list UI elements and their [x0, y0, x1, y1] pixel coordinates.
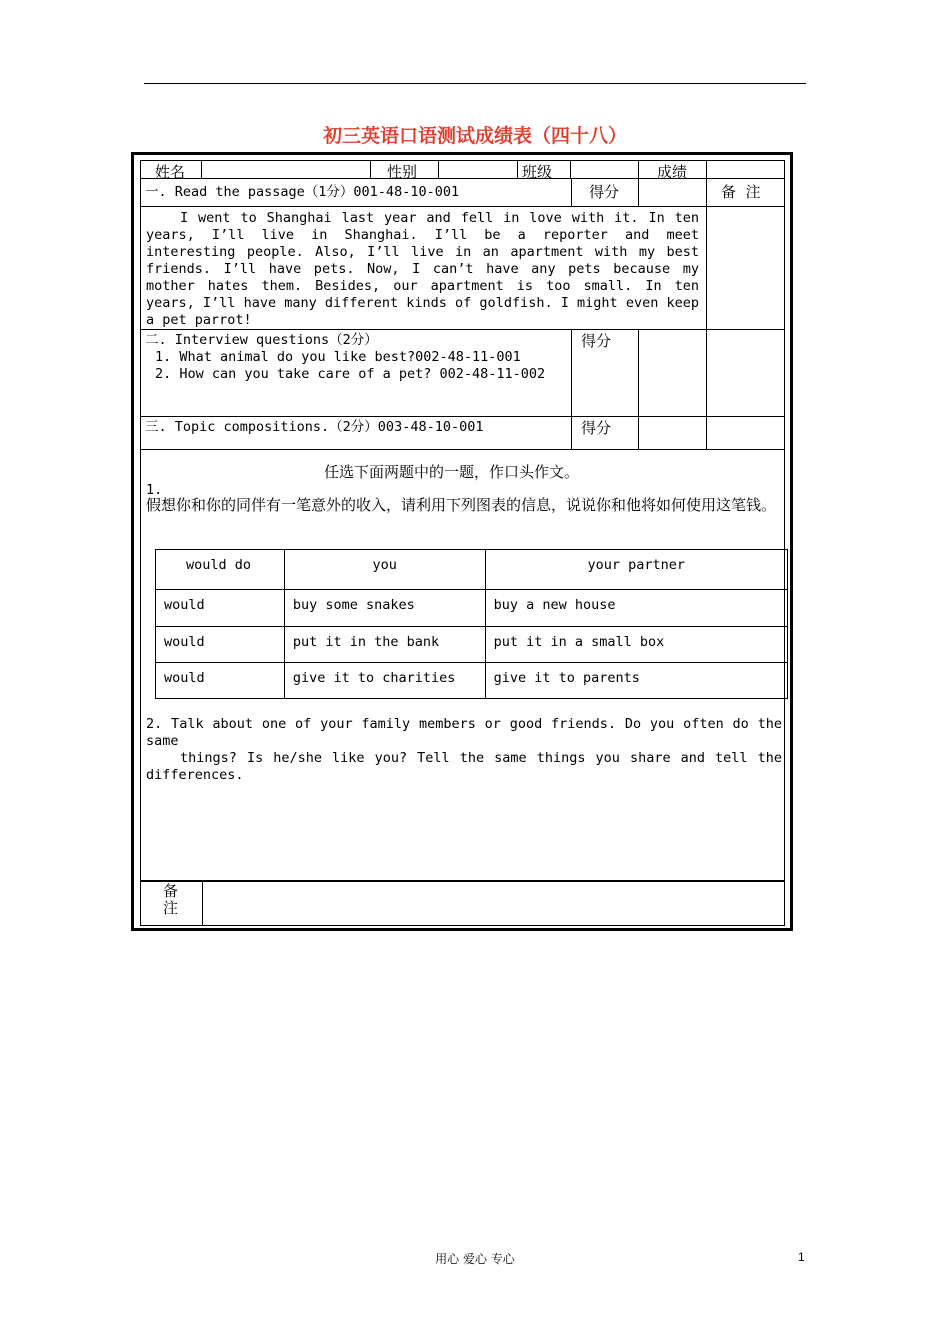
section2-score-label-cell: [571, 329, 639, 417]
table-header: would do: [156, 550, 285, 590]
table-cell: buy some snakes: [284, 590, 485, 627]
passage-cell: [140, 206, 707, 330]
table-cell: would: [156, 663, 285, 699]
grade-label-cell: [638, 160, 707, 179]
section2-score-label: 得分: [581, 332, 612, 350]
name-value-cell[interactable]: [201, 160, 371, 179]
table-cell: put it in the bank: [284, 627, 485, 663]
table-header: you: [284, 550, 485, 590]
section2-cell: [140, 329, 572, 417]
remark-label: 注: [163, 899, 179, 917]
section1-title: 一. Read the passage（1分）001-48-10-001: [145, 184, 460, 200]
remark-value-cell[interactable]: [202, 880, 785, 926]
table-row: [156, 590, 788, 627]
section3-title-cell: [140, 416, 572, 450]
section3-score-label: 得分: [581, 419, 612, 437]
table-cell: give it to parents: [485, 663, 787, 699]
remark-label-cell: [140, 880, 203, 926]
table-cell: give it to charities: [284, 663, 485, 699]
composition-cell: [140, 449, 785, 882]
section2-title: 二. Interview questions（2分）: [145, 332, 378, 348]
class-label-cell: [517, 160, 571, 179]
page-number: 1: [798, 1250, 805, 1264]
table-row: [156, 627, 788, 663]
section1-remark-label: 备 注: [721, 183, 761, 201]
gender-label: 性别: [387, 163, 418, 181]
header-rule: [144, 83, 806, 84]
table-cell: put it in a small box: [485, 627, 787, 663]
usage-table: [155, 549, 788, 699]
topic2-text-line1: 2. Talk about one of your family members or good friends. Do you often do the same: [146, 716, 782, 749]
topic2-text-line2: things? Is he/she like you? Tell the same things you share and tell the differences.: [146, 750, 782, 783]
table-cell: would: [156, 627, 285, 663]
section3-title: 三. Topic compositions.（2分）003-48-10-001: [145, 419, 484, 435]
table-row: [156, 663, 788, 699]
section3-score-value-cell[interactable]: [638, 416, 707, 450]
section1-score-value-cell[interactable]: [638, 178, 707, 207]
question-1: 1. What animal do you like best?002-48-11-001: [155, 349, 521, 365]
section1-score-label: 得分: [589, 183, 620, 201]
name-label-cell: [140, 160, 202, 179]
footer-motto: 用心 爱心 专心: [435, 1252, 515, 1266]
question-2: 2. How can you take care of a pet? 002-48-11-002: [155, 366, 546, 382]
table-cell: buy a new house: [485, 590, 787, 627]
topic1-number: 1.: [146, 482, 163, 498]
section1-remark-cell: [706, 178, 785, 207]
gender-value-cell[interactable]: [438, 160, 518, 179]
remark-label: 备: [163, 882, 179, 900]
table-header: your partner: [485, 550, 787, 590]
section2-remark-value-cell[interactable]: [706, 329, 785, 417]
class-label: 班级: [522, 163, 553, 181]
section1-title-cell: [140, 178, 572, 207]
section2-score-value-cell[interactable]: [638, 329, 707, 417]
composition-instruction: 任选下面两题中的一题，作口头作文。: [324, 463, 580, 481]
name-label: 姓名: [155, 163, 186, 181]
topic1-text: 假想你和你的同伴有一笔意外的收入，请利用下列图表的信息，说说你和他将如何使用这笔钱。: [146, 496, 777, 514]
class-value-cell[interactable]: [570, 160, 639, 179]
reading-passage: I went to Shanghai last year and fell in love with it. In ten years, I’ll live in Shanghai. I’ll be a reporter and meet interesting people. Also, I’ll live in an apartment with my best friends. I’ll have pets. Now, I can’t have any pets because my mother hates them. Besides, our apartment is too small. In ten years, I’ll have many different kinds of goldfish. I might even keep a pet parrot!: [146, 210, 699, 328]
table-cell: would: [156, 590, 285, 627]
section3-remark-value-cell[interactable]: [706, 416, 785, 450]
page-title: 初三英语口语测试成绩表（四十八）: [322, 125, 627, 147]
section3-score-label-cell: [571, 416, 639, 450]
gender-label-cell: [370, 160, 439, 179]
section1-score-label-cell: [571, 178, 639, 207]
grade-label: 成绩: [657, 163, 688, 181]
section1-remark-value-cell[interactable]: [706, 206, 785, 330]
score-sheet: [131, 152, 793, 931]
grade-value-cell[interactable]: [706, 160, 785, 179]
